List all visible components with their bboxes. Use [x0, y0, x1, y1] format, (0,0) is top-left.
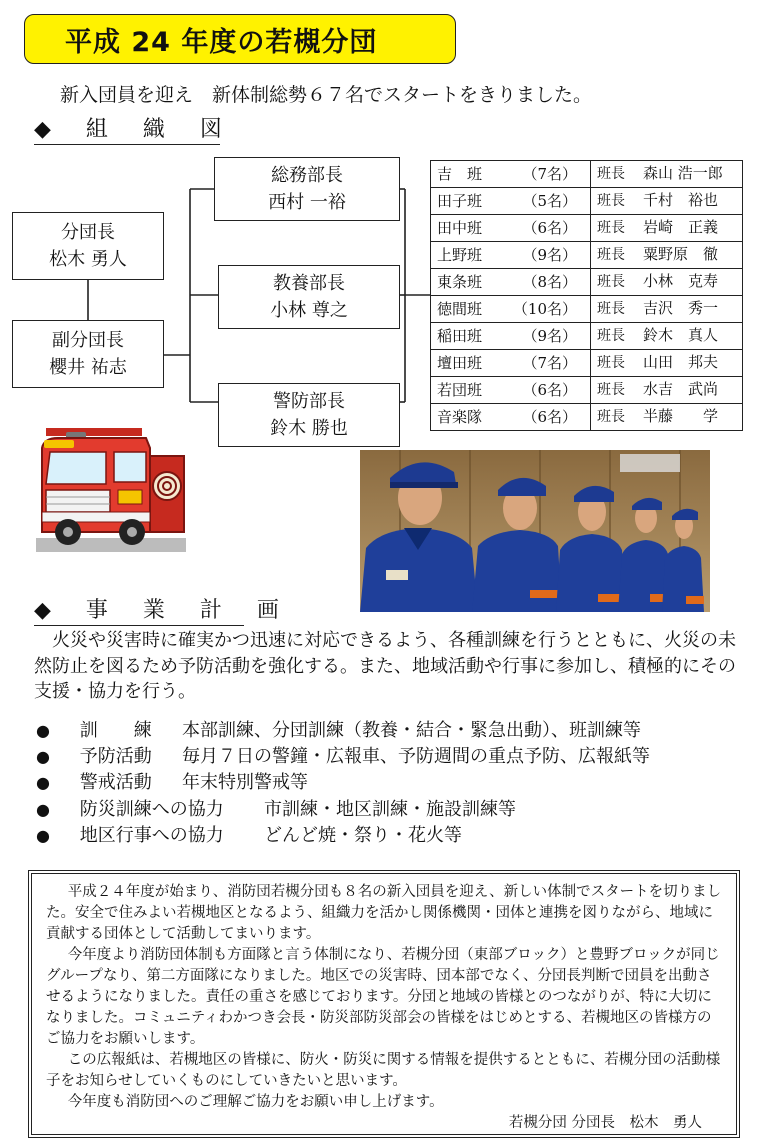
squad-row: [431, 215, 743, 242]
plan-item-desc: 本部訓練、分団訓練（教養・結合・緊急出動）、班訓練等: [182, 720, 641, 741]
squad-cell: [431, 242, 591, 269]
leader-name: 松木 勇人: [49, 249, 127, 270]
squad-row: [431, 377, 743, 404]
squad-leader-label: 班長: [597, 166, 625, 182]
squad-leader-label: 班長: [597, 274, 625, 290]
squad-row: [431, 188, 743, 215]
squad-name: 稲田班: [437, 326, 483, 345]
page-title-text: 平成 24 年度の若槻分団: [65, 26, 378, 58]
squad-cell: [431, 161, 591, 188]
message-paragraph: 今年度も消防団へのご理解ご協力をお願い申し上げます。: [67, 1094, 444, 1110]
squad-cell: [431, 269, 591, 296]
bullet-icon: ●: [36, 800, 50, 819]
plan-item-label: 訓 練: [79, 720, 152, 741]
firefighters-photo: [360, 450, 710, 612]
squad-name: 音楽隊: [437, 407, 483, 426]
squad-count: （6名）: [522, 218, 577, 237]
squad-cell: [431, 323, 591, 350]
business-plan-paragraph: 火災や災害時に確実かつ迅速に対応できるよう、各種訓練を行うとともに、火災の未然防止を図るため予防活動を強化する。また、地域活動や行事に参加し、積極的にその支援・協力を行う。: [34, 630, 736, 702]
plan-item-training: [36, 718, 641, 744]
squad-leader-cell: [591, 404, 743, 431]
fire-truck-icon: [36, 426, 186, 556]
plan-item-prevention: [36, 744, 650, 770]
squad-table-body: [431, 161, 743, 431]
page-title: [24, 14, 456, 64]
squad-count: （6名）: [522, 380, 577, 399]
deputy-name: 櫻井 祐志: [49, 357, 127, 378]
squad-table: [430, 160, 743, 431]
squad-name: 吉 班: [437, 164, 483, 183]
squad-row: [431, 161, 743, 188]
leader-title: 分団長: [61, 222, 115, 243]
department-title: 教養部長: [273, 273, 345, 294]
squad-cell: [431, 215, 591, 242]
squad-leader-cell: [591, 215, 743, 242]
plan-item-patrol: [36, 770, 308, 796]
org-box-leader: [12, 212, 164, 280]
squad-name: 若団班: [437, 380, 483, 399]
plan-item-label: 予防活動: [79, 746, 152, 767]
message-box: [28, 870, 740, 1138]
bullet-icon: ●: [36, 826, 50, 845]
squad-leader-label: 班長: [597, 301, 625, 317]
squad-cell: [431, 188, 591, 215]
org-box-deputy: [12, 320, 164, 388]
squad-leader-cell: [591, 242, 743, 269]
department-title: 総務部長: [271, 165, 343, 186]
bullet-icon: ●: [36, 747, 50, 766]
squad-name: 徳間班: [437, 299, 483, 318]
org-box-fire-defense: [218, 383, 400, 447]
squad-count: （7名）: [522, 164, 577, 183]
message-paragraph: 平成２４年度が始まり、消防団若槻分団も８名の新入団員を迎え、新しい体制でスタートを切りました。安全で住みよい若槻地区となるよう、組織力を活かし関係機関・団体と連携を図りながら、地域に貢献する団体として活動してまいります。: [46, 884, 722, 942]
squad-cell: [431, 404, 591, 431]
squad-leader-name: 半藤 学: [643, 407, 719, 425]
squad-leader-cell: [591, 161, 743, 188]
squad-row: [431, 323, 743, 350]
plan-item-desc: 毎月７日の警鐘・広報車、予防週間の重点予防、広報紙等: [182, 746, 650, 767]
plan-item-disaster-drill: [36, 797, 516, 823]
department-title: 警防部長: [273, 391, 345, 412]
squad-leader-name: 粟野原 徹: [643, 245, 719, 263]
squad-leader-cell: [591, 296, 743, 323]
org-box-education: [218, 265, 400, 329]
squad-leader-cell: [591, 269, 743, 296]
squad-leader-label: 班長: [597, 355, 625, 371]
plan-item-label: 地区行事への協力: [79, 825, 224, 846]
squad-count: （6名）: [522, 407, 577, 426]
squad-row: [431, 296, 743, 323]
plan-item-desc: どんど焼・祭り・花火等: [264, 825, 462, 846]
squad-leader-name: 鈴木 真人: [643, 326, 719, 344]
squad-leader-label: 班長: [597, 193, 625, 209]
message-paragraph: この広報紙は、若槻地区の皆様に、防火・防災に関する情報を提供するとともに、若槻分団の活動様子をお知らせしていくものにしていきたいと思います。: [46, 1052, 721, 1089]
message-signature: 若槻分団 分団長 松木 勇人: [508, 1115, 702, 1131]
squad-leader-label: 班長: [597, 382, 625, 398]
squad-leader-cell: [591, 377, 743, 404]
department-name: 小林 尊之: [270, 300, 348, 321]
squad-leader-name: 吉沢 秀一: [643, 299, 719, 317]
squad-row: [431, 350, 743, 377]
squad-name: 上野班: [437, 245, 483, 264]
squad-name: 田子班: [437, 191, 483, 210]
plan-item-local-events: [36, 823, 462, 849]
squad-count: （10名）: [512, 299, 577, 318]
squad-leader-label: 班長: [597, 409, 625, 425]
squad-name: 壇田班: [437, 353, 483, 372]
squad-leader-cell: [591, 188, 743, 215]
squad-leader-name: 森山 浩一郎: [643, 164, 723, 182]
department-name: 鈴木 勝也: [270, 418, 348, 439]
department-name: 西村 一裕: [268, 192, 346, 213]
squad-leader-label: 班長: [597, 220, 625, 236]
squad-cell: [431, 296, 591, 323]
bullet-icon: ●: [36, 721, 50, 740]
squad-row: [431, 404, 743, 431]
squad-count: （5名）: [522, 191, 577, 210]
squad-count: （9名）: [522, 326, 577, 345]
squad-leader-name: 小林 克寿: [643, 272, 719, 290]
squad-row: [431, 269, 743, 296]
squad-count: （7名）: [522, 353, 577, 372]
squad-row: [431, 242, 743, 269]
squad-count: （9名）: [522, 245, 577, 264]
business-plan-heading: ◆ 事 業 計 画: [34, 593, 244, 626]
org-chart-heading: ◆ 組 織 図: [34, 112, 220, 145]
squad-leader-cell: [591, 323, 743, 350]
squad-cell: [431, 350, 591, 377]
bullet-icon: ●: [36, 773, 50, 792]
squad-name: 東条班: [437, 272, 483, 291]
squad-name: 田中班: [437, 218, 483, 237]
org-box-general-affairs: [214, 157, 400, 221]
squad-leader-name: 千村 裕也: [643, 191, 719, 209]
squad-cell: [431, 377, 591, 404]
squad-leader-label: 班長: [597, 247, 625, 263]
deputy-title: 副分団長: [52, 330, 124, 351]
business-plan-text: [34, 628, 746, 705]
squad-leader-name: 岩崎 正義: [643, 218, 719, 236]
message-paragraph: 今年度より消防団体制も方面隊と言う体制になり、若槻分団（東部ブロック）と豊野ブロックが同じグループなり、第二方面隊になりました。地区での災害時、団本部でなく、分団長判断で団員を出動させるようになりました。責任の重さを感じております。分団と地域の皆様とのつながりが、特に大切になりました。コミュニティわかつき会長・防災部防災部会の皆様をはじめとする、若槻地区の皆様方のご協力をお願いします。: [46, 947, 720, 1047]
squad-leader-cell: [591, 350, 743, 377]
plan-item-label: 警戒活動: [79, 772, 152, 793]
squad-leader-name: 水吉 武尚: [643, 380, 719, 398]
plan-item-label: 防災訓練への協力: [79, 799, 224, 820]
squad-leader-name: 山田 邦夫: [643, 353, 719, 371]
squad-count: （8名）: [522, 272, 577, 291]
squad-leader-label: 班長: [597, 328, 625, 344]
plan-item-desc: 市訓練・地区訓練・施設訓練等: [264, 799, 516, 820]
plan-item-desc: 年末特別警戒等: [182, 772, 308, 793]
intro-text: 新入団員を迎え 新体制総勢６７名でスタートをきりました。: [60, 84, 593, 106]
